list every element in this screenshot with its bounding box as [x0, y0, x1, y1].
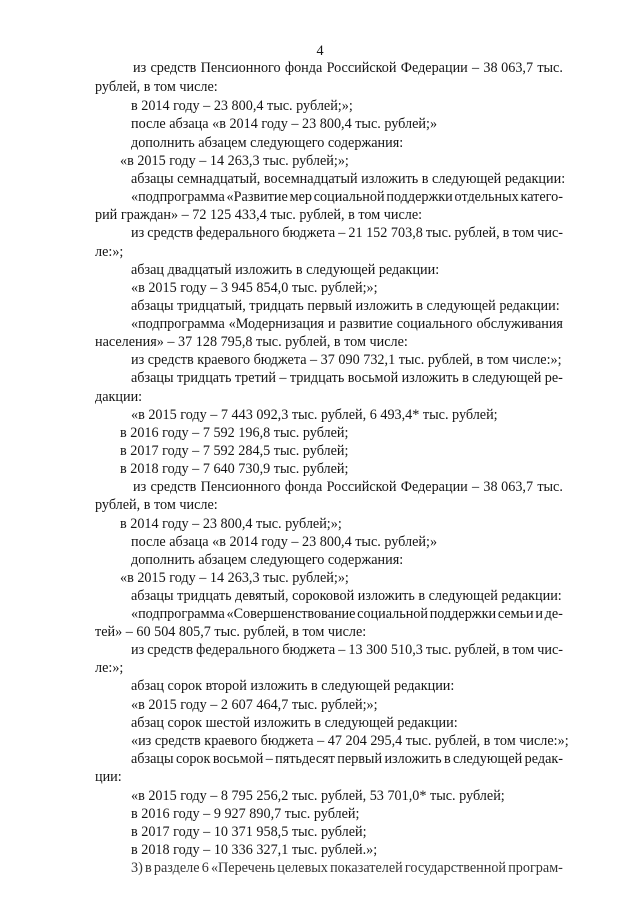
- word: том: [512, 225, 535, 241]
- text-line: рий граждан» – 72 125 433,4 тыс. рублей, в том числе:: [95, 207, 423, 223]
- word: следующей: [453, 751, 523, 767]
- word: и: [327, 316, 336, 332]
- text-line: рублей, в том числе:: [95, 497, 218, 513]
- word: том: [512, 642, 535, 658]
- text-line: «в 2015 году – 7 443 092,3 тыс. рублей, 6 493,4* тыс. рублей;: [131, 407, 498, 423]
- text-line: [131, 369, 563, 387]
- word: катего-: [520, 189, 563, 205]
- text-line: абзац двадцатый изложить в следующей редакции:: [131, 262, 440, 278]
- text-line: дакции:: [95, 389, 143, 405]
- text-line: [131, 188, 563, 206]
- text-line: абзац сорок второй изложить в следующей редакции:: [131, 678, 455, 694]
- text-line: [131, 315, 563, 333]
- page-number: 4: [316, 43, 324, 59]
- text-line: абзацы тридцатый, тридцать первый изложить в следующей редакции:: [131, 298, 560, 314]
- word: чис-: [537, 225, 563, 241]
- word: изложить: [384, 751, 442, 767]
- text-line: абзацы тридцать девятый, сороковой изложить в следующей редакции:: [131, 588, 562, 604]
- text-line: в 2018 году – 7 640 730,9 тыс. рублей;: [120, 461, 349, 477]
- text-line: абзац сорок шестой изложить в следующей редакции:: [131, 715, 458, 731]
- word: поддержки: [386, 189, 453, 205]
- word: из: [131, 225, 145, 241]
- word: рублей,: [454, 225, 500, 241]
- word: фонда: [284, 479, 323, 495]
- text-line: тей» – 60 504 805,7 тыс. рублей, в том числе:: [95, 624, 367, 640]
- word: социальной: [313, 189, 385, 205]
- word: бюджета: [282, 225, 336, 241]
- word: «подпрограмма: [131, 606, 225, 622]
- text-line: в 2017 году – 7 592 284,5 тыс. рублей;: [120, 443, 349, 459]
- word: поддержки: [429, 606, 497, 622]
- word: следующей: [472, 370, 542, 386]
- word: редак-: [524, 751, 563, 767]
- word: пятьдесят: [275, 751, 335, 767]
- word: «Модернизация: [228, 316, 325, 332]
- word: 6: [201, 860, 209, 876]
- word: Федерации: [400, 479, 468, 495]
- word: «подпрограмма: [131, 189, 225, 205]
- text-line: дополнить абзацем следующего содержания:: [131, 135, 404, 151]
- word: в: [145, 860, 152, 876]
- word: «подпрограмма: [131, 316, 225, 332]
- word: федерального: [196, 642, 280, 658]
- text-line: дополнить абзацем следующего содержания:: [131, 552, 404, 568]
- text-line: абзацы семнадцатый, восемнадцатый изложить в следующей редакции:: [131, 171, 566, 187]
- word: тыс.: [537, 60, 563, 76]
- word: Российской: [326, 479, 397, 495]
- text-line: [131, 641, 563, 659]
- word: –: [279, 370, 287, 386]
- text-line: «из средств краевого бюджета – 47 204 295,4 тыс. рублей, в том числе:»;: [131, 733, 569, 749]
- text-line: рублей, в том числе:: [95, 79, 218, 95]
- word: мер: [289, 189, 312, 205]
- word: «Перечень: [210, 860, 276, 876]
- text-line: [131, 224, 563, 242]
- word: тыс.: [537, 479, 563, 495]
- word: восьмой: [347, 370, 399, 386]
- word: государственной: [404, 860, 507, 876]
- text-line: населения» – 37 128 795,8 тыс. рублей, в том числе:: [95, 334, 408, 350]
- text-line: [131, 605, 563, 623]
- word: из: [133, 60, 147, 76]
- text-line: «в 2015 году – 2 607 464,7 тыс. рублей;»;: [131, 697, 378, 713]
- word: –: [338, 642, 346, 658]
- word: средств: [150, 60, 197, 76]
- word: Пенсионного: [200, 60, 281, 76]
- word: тыс.: [425, 642, 452, 658]
- word: фонда: [284, 60, 323, 76]
- word: Федерации: [400, 60, 468, 76]
- word: социального: [396, 316, 473, 332]
- text-line: «в 2015 году – 3 945 854,0 тыс. рублей;»;: [131, 280, 378, 296]
- word: первый: [337, 751, 383, 767]
- text-line: в 2017 году – 10 371 958,5 тыс. рублей;: [131, 824, 367, 840]
- text-line: после абзаца «в 2014 году – 23 800,4 тыс. рублей;»: [131, 116, 438, 132]
- word: тридцать: [289, 370, 345, 386]
- word: в: [443, 751, 451, 767]
- word: средств: [147, 225, 194, 241]
- word: тыс.: [425, 225, 452, 241]
- word: «Совершенствование: [226, 606, 356, 622]
- text-line: ле:»;: [95, 660, 124, 676]
- text-line: «в 2015 году – 14 263,3 тыс. рублей;»;: [120, 570, 349, 586]
- word: абзацы: [131, 751, 174, 767]
- word: 38 063,7: [483, 60, 534, 76]
- word: ре-: [544, 370, 563, 386]
- word: средств: [150, 479, 197, 495]
- word: средств: [147, 642, 194, 658]
- word: чис-: [537, 642, 563, 658]
- word: изложить: [401, 370, 459, 386]
- word: тридцать: [176, 370, 232, 386]
- text-line: в 2018 году – 10 336 327,1 тыс. рублей.»;: [131, 842, 378, 858]
- word: из: [131, 642, 145, 658]
- word: «Развитие: [226, 189, 288, 205]
- word: в: [502, 225, 510, 241]
- word: в: [502, 642, 510, 658]
- word: 21 152 703,8: [348, 225, 423, 241]
- word: –: [265, 751, 273, 767]
- word: третий: [234, 370, 276, 386]
- word: развитие: [339, 316, 393, 332]
- word: –: [338, 225, 346, 241]
- word: семьи: [497, 606, 534, 622]
- text-line: «в 2015 году – 8 795 256,2 тыс. рублей, 53 701,0* тыс. рублей;: [131, 788, 505, 804]
- word: програм-: [508, 860, 563, 876]
- word: восьмой: [212, 751, 264, 767]
- word: де-: [544, 606, 563, 622]
- word: 38 063,7: [483, 479, 534, 495]
- text-line: после абзаца «в 2014 году – 23 800,4 тыс. рублей;»: [131, 534, 438, 550]
- word: –: [472, 479, 480, 495]
- word: из: [133, 479, 147, 495]
- word: в: [462, 370, 469, 386]
- word: бюджета: [282, 642, 336, 658]
- word: социальной: [357, 606, 428, 622]
- word: –: [472, 60, 480, 76]
- text-line: [133, 59, 563, 77]
- word: 3): [131, 860, 143, 876]
- word: обслуживания: [476, 316, 563, 332]
- word: 13 300 510,3: [348, 642, 423, 658]
- word: федерального: [196, 225, 280, 241]
- text-line: из средств краевого бюджета – 37 090 732,1 тыс. рублей, в том числе:»;: [131, 352, 562, 368]
- text-line: ции:: [95, 769, 122, 785]
- text-line: ле:»;: [95, 244, 124, 260]
- word: сорок: [175, 751, 211, 767]
- text-line: [131, 859, 563, 877]
- text-line: [133, 478, 563, 496]
- word: разделе: [153, 860, 200, 876]
- word: абзацы: [131, 370, 174, 386]
- text-line: «в 2015 году – 14 263,3 тыс. рублей;»;: [120, 153, 349, 169]
- text-line: в 2014 году – 23 800,4 тыс. рублей;»;: [120, 516, 342, 532]
- word: показателей: [330, 860, 403, 876]
- word: и: [535, 606, 543, 622]
- word: Российской: [326, 60, 397, 76]
- word: рублей,: [454, 642, 500, 658]
- word: целевых: [277, 860, 328, 876]
- word: Пенсионного: [200, 479, 281, 495]
- text-line: в 2016 году – 7 592 196,8 тыс. рублей;: [120, 425, 349, 441]
- text-line: в 2014 году – 23 800,4 тыс. рублей;»;: [131, 98, 353, 114]
- word: отдельных: [454, 189, 519, 205]
- text-line: [131, 750, 563, 768]
- text-line: в 2016 году – 9 927 890,7 тыс. рублей;: [131, 806, 360, 822]
